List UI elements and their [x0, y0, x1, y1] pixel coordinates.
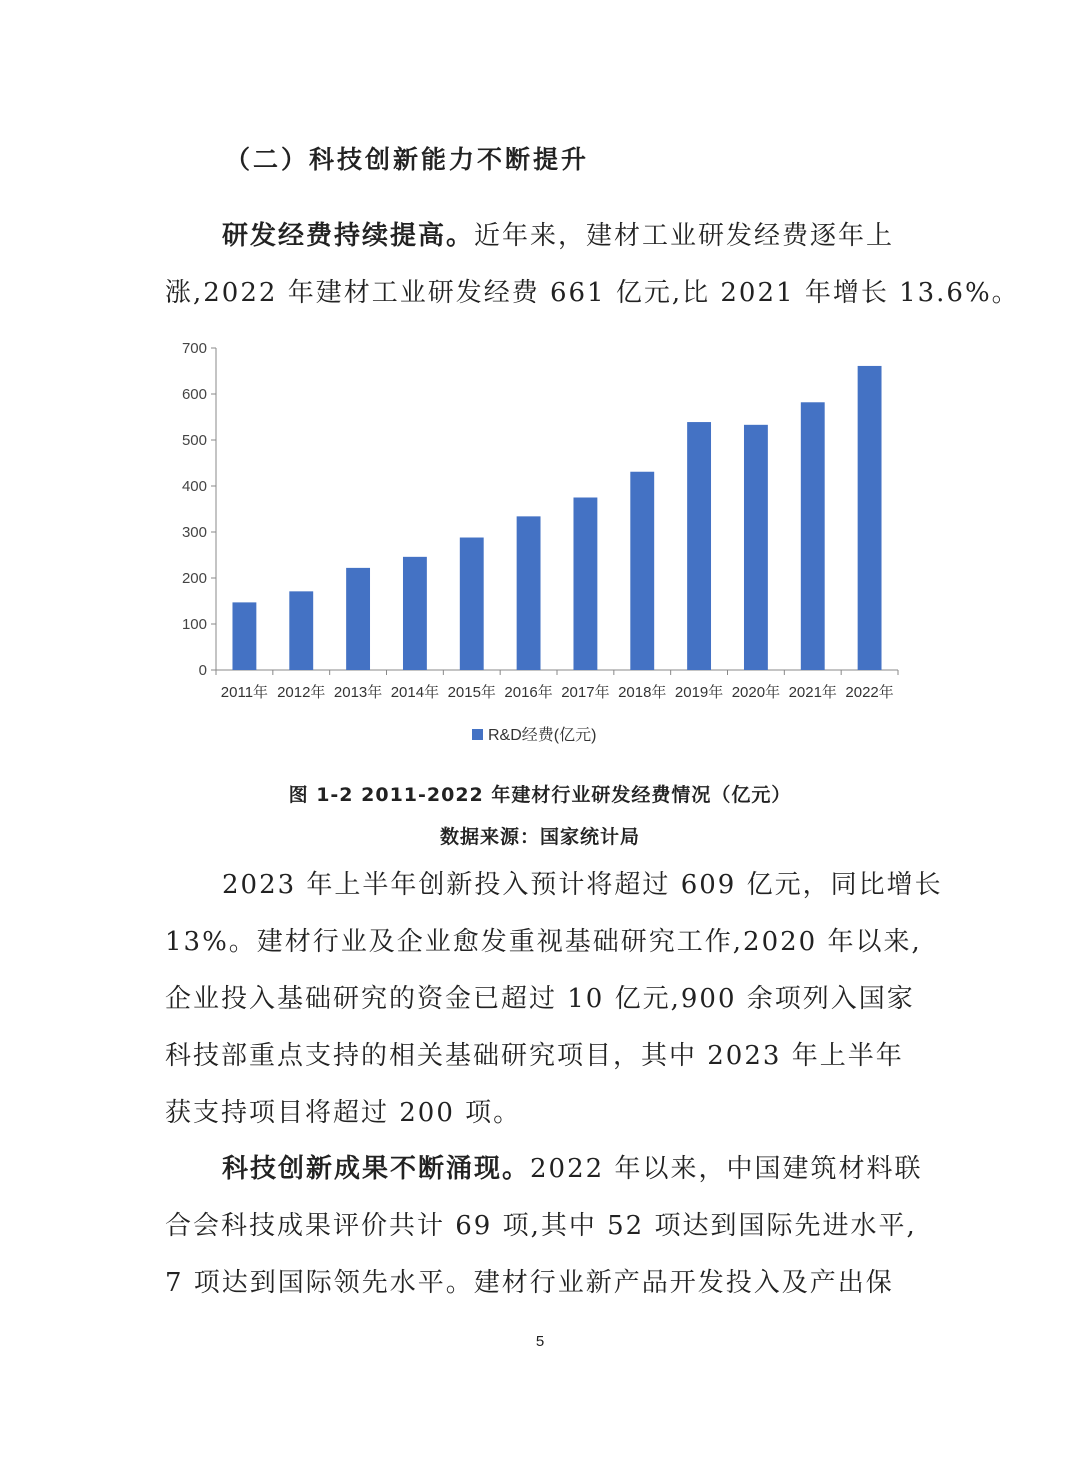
x-tick-label: 2013年	[333, 684, 383, 701]
paragraph-line: 2023 年上半年创新投入预计将超过 609 亿元，同比增长	[222, 870, 943, 900]
paragraph-lead: 研发经费持续提高。	[222, 221, 475, 251]
paragraph-line: 13%。建材行业及企业愈发重视基础研究工作,2020 年以来,	[165, 927, 922, 957]
y-tick-label: 0	[198, 662, 207, 679]
figure-caption: 图 1-2 2011-2022 年建材行业研发经费情况（亿元）	[288, 784, 792, 806]
figure-source: 数据来源：国家统计局	[439, 826, 640, 848]
y-tick-label: 600	[181, 386, 207, 403]
section-heading: （二）科技创新能力不断提升	[225, 145, 590, 174]
x-tick-label: 2016年	[504, 684, 553, 701]
bar	[687, 422, 711, 670]
x-tick-label: 2015年	[447, 684, 496, 701]
x-tick-label: 2011年	[220, 684, 269, 701]
paragraph-text: 近年来，建材工业研发经费逐年上	[474, 221, 895, 251]
paragraph-line: 涨,2022 年建材工业研发经费 661 亿元,比 2021 年增长 13.6%。	[165, 278, 1020, 308]
page-number: 5	[535, 1333, 545, 1350]
x-tick-label: 2019年	[674, 684, 724, 701]
bar	[289, 591, 313, 670]
x-tick-label: 2021年	[788, 684, 837, 701]
paragraph-line: 科技部重点支持的相关基础研究项目，其中 2023 年上半年	[165, 1041, 904, 1071]
paragraph-innovation-investment	[165, 857, 943, 1142]
chart-svg	[160, 335, 920, 765]
y-tick-label: 700	[181, 340, 207, 357]
bar	[232, 602, 256, 670]
paragraph-rd-funding	[165, 208, 1020, 322]
paragraph-line: 7 项达到国际领先水平。建材行业新产品开发投入及产出保	[165, 1268, 894, 1298]
x-tick-label: 2017年	[561, 684, 610, 701]
paragraph-lead: 科技创新成果不断涌现。	[222, 1154, 531, 1184]
y-tick-label: 200	[181, 570, 207, 587]
paragraph-line: 企业投入基础研究的资金已超过 10 亿元,900 余项列入国家	[165, 984, 915, 1014]
x-tick-label: 2012年	[277, 684, 326, 701]
paragraph-line	[165, 208, 920, 265]
x-tick-label: 2022年	[845, 684, 894, 701]
x-tick-label: 2014年	[390, 684, 440, 701]
bar	[346, 568, 370, 670]
paragraph-line	[165, 1141, 923, 1198]
paragraph-text: 2022 年以来，中国建筑材料联	[530, 1154, 923, 1184]
x-tick-label: 2018年	[618, 684, 667, 701]
rd-funding-bar-chart	[160, 335, 920, 765]
y-tick-label: 500	[181, 432, 207, 449]
bar	[630, 472, 654, 670]
legend-swatch	[472, 729, 483, 740]
paragraph-innovation-results	[165, 1141, 923, 1312]
bar	[858, 366, 882, 670]
bar	[573, 498, 597, 671]
x-tick-label: 2020年	[731, 684, 781, 701]
y-tick-label: 400	[181, 478, 207, 495]
bar	[801, 402, 825, 670]
y-tick-label: 300	[181, 524, 207, 541]
bar	[460, 538, 484, 670]
bar	[517, 516, 541, 670]
bar	[744, 425, 768, 670]
legend-label: R&D经费(亿元)	[488, 727, 597, 744]
y-tick-label: 100	[181, 616, 207, 633]
paragraph-line: 合会科技成果评价共计 69 项,其中 52 项达到国际先进水平,	[165, 1211, 917, 1241]
paragraph-line: 获支持项目将超过 200 项。	[165, 1098, 522, 1128]
bar	[403, 557, 427, 670]
